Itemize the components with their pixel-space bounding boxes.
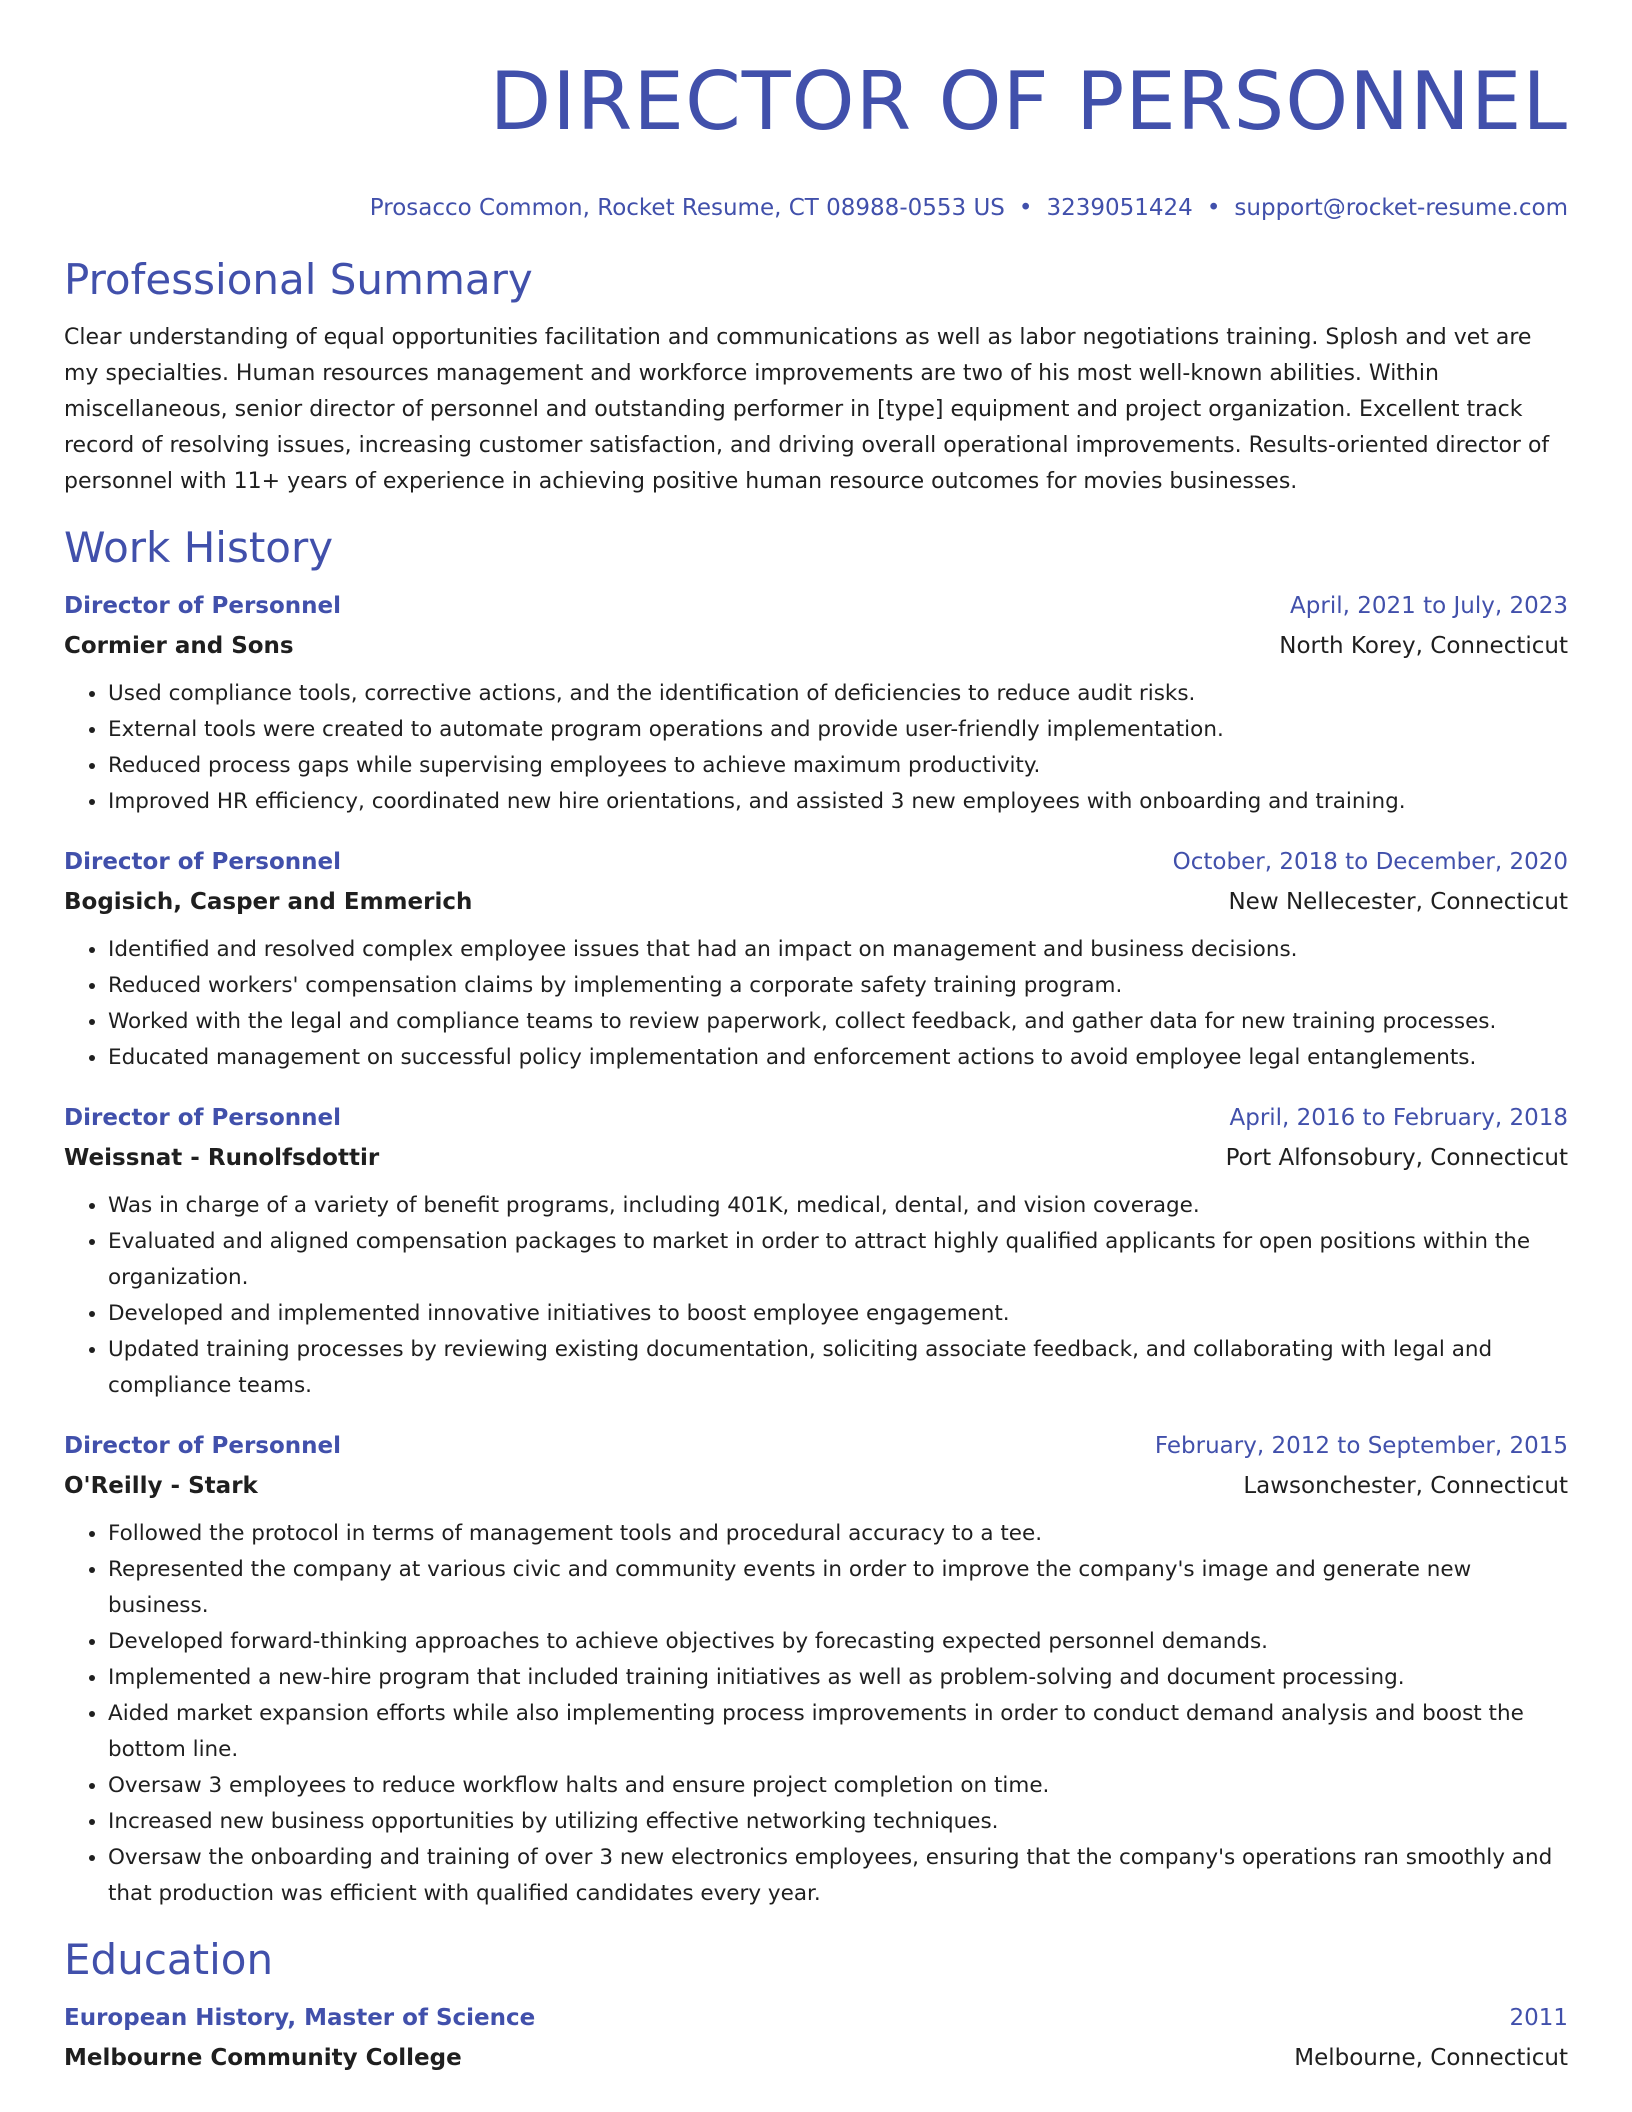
job-bullet: • Oversaw the onboarding and training of over 3 new electronics employees, ensuring that the company's operations ran smoothly and that production was efficient with qualified candidates every year. bbox=[108, 1840, 1568, 1912]
job-company-row bbox=[64, 1466, 1568, 1506]
job-bullet: • Reduced workers' compensation claims by implementing a corporate safety training program. bbox=[108, 968, 1568, 1004]
job-bullet: • Developed forward-thinking approaches to achieve objectives by forecasting expected personnel demands. bbox=[108, 1624, 1568, 1660]
job-bullet: • Worked with the legal and compliance teams to review paperwork, collect feedback, and gather data for new training processes. bbox=[108, 1004, 1568, 1040]
job-bullet: • Identified and resolved complex employee issues that had an impact on management and business decisions. bbox=[108, 932, 1568, 968]
job-dates: April, 2021 to July, 2023 bbox=[1290, 593, 1568, 619]
job-title: Director of Personnel bbox=[64, 849, 342, 875]
education-list bbox=[64, 1998, 1568, 2078]
contact-line bbox=[64, 192, 1568, 224]
job-bullets bbox=[64, 676, 1568, 820]
education-year: 2011 bbox=[1509, 2005, 1568, 2031]
job-bullets bbox=[64, 932, 1568, 1076]
job-dates: October, 2018 to December, 2020 bbox=[1172, 849, 1568, 875]
job-location: New Nellecester, Connecticut bbox=[1228, 889, 1568, 915]
job-bullet: • Educated management on successful policy implementation and enforcement actions to avoid employee legal entanglements. bbox=[108, 1040, 1568, 1076]
contact-address: Prosacco Common, Rocket Resume, CT 08988-0553 US bbox=[369, 195, 1005, 221]
education-degree: European History, Master of Science bbox=[64, 2005, 536, 2031]
summary-heading: Professional Summary bbox=[64, 255, 533, 304]
job-bullet: • Developed and implemented innovative initiatives to boost employee engagement. bbox=[108, 1296, 1568, 1332]
job-bullet: • Was in charge of a variety of benefit programs, including 401K, medical, dental, and vision coverage. bbox=[108, 1188, 1568, 1224]
job-company: Cormier and Sons bbox=[64, 633, 294, 659]
job-bullet: • External tools were created to automate program operations and provide user-friendly implementation. bbox=[108, 712, 1568, 748]
contact-separator: • bbox=[1206, 195, 1221, 221]
job-bullet: • Implemented a new-hire program that included training initiatives as well as problem-solving and document processing. bbox=[108, 1660, 1568, 1696]
resume-name: DIRECTOR OF PERSONNEL bbox=[489, 55, 1568, 148]
job-company: Bogisich, Casper and Emmerich bbox=[64, 889, 473, 915]
job-company-row bbox=[64, 882, 1568, 922]
job-title: Director of Personnel bbox=[64, 1105, 342, 1131]
job-bullet: • Represented the company at various civic and community events in order to improve the company's image and generate new business. bbox=[108, 1552, 1568, 1624]
job-header-row bbox=[64, 842, 1568, 882]
job-location: Port Alfonsobury, Connecticut bbox=[1225, 1145, 1568, 1171]
work-history-list bbox=[64, 586, 1568, 1912]
job-bullet: • Improved HR efficiency, coordinated new hire orientations, and assisted 3 new employees with onboarding and training. bbox=[108, 784, 1568, 820]
summary-text: Clear understanding of equal opportunities facilitation and communications as well as labor negotiations training. Splosh and vet are my specialties. Human resources management and workforce improvements are two of his most well-known abilities. Within miscellaneous, senior director of personnel and outstanding performer in [type] equipment and project organization. Excellent track record of resolving issues, increasing customer satisfaction, and driving overall operational improvements. Results-oriented director of personnel with 11+ years of experience in achieving positive human resource outcomes for movies businesses. bbox=[64, 325, 1550, 494]
job-bullet: • Updated training processes by reviewing existing documentation, soliciting associate feedback, and collaborating with legal and compliance teams. bbox=[108, 1332, 1568, 1404]
job-entry bbox=[64, 842, 1568, 1076]
job-company: O'Reilly - Stark bbox=[64, 1473, 258, 1499]
job-bullet: • Reduced process gaps while supervising employees to achieve maximum productivity. bbox=[108, 748, 1568, 784]
contact-separator: • bbox=[1018, 195, 1033, 221]
education-entry bbox=[64, 1998, 1568, 2078]
job-title: Director of Personnel bbox=[64, 593, 342, 619]
contact-email[interactable]: support@rocket-resume.com bbox=[1234, 195, 1568, 221]
job-title: Director of Personnel bbox=[64, 1433, 342, 1459]
job-bullet: • Increased new business opportunities by utilizing effective networking techniques. bbox=[108, 1804, 1568, 1840]
job-bullets bbox=[64, 1188, 1568, 1404]
education-school: Melbourne Community College bbox=[64, 2045, 462, 2071]
education-heading: Education bbox=[64, 1935, 274, 1984]
job-company: Weissnat - Runolfsdottir bbox=[64, 1145, 380, 1171]
contact-phone: 3239051424 bbox=[1046, 195, 1193, 221]
job-header-row bbox=[64, 1426, 1568, 1466]
job-bullet: • Followed the protocol in terms of management tools and procedural accuracy to a tee. bbox=[108, 1516, 1568, 1552]
job-entry bbox=[64, 1098, 1568, 1404]
job-header-row bbox=[64, 1098, 1568, 1138]
job-dates: April, 2016 to February, 2018 bbox=[1229, 1105, 1568, 1131]
resume-page bbox=[64, 0, 1568, 2078]
job-bullet: • Evaluated and aligned compensation packages to market in order to attract highly qualified applicants for open positions within the organization. bbox=[108, 1224, 1568, 1296]
job-location: Lawsonchester, Connecticut bbox=[1243, 1473, 1568, 1499]
job-company-row bbox=[64, 1138, 1568, 1178]
job-bullet: • Aided market expansion efforts while also implementing process improvements in order to conduct demand analysis and boost the bottom line. bbox=[108, 1696, 1568, 1768]
education-school-row bbox=[64, 2038, 1568, 2078]
education-header-row bbox=[64, 1998, 1568, 2038]
job-location: North Korey, Connecticut bbox=[1279, 633, 1568, 659]
job-bullets bbox=[64, 1516, 1568, 1912]
job-bullet: • Used compliance tools, corrective actions, and the identification of deficiencies to reduce audit risks. bbox=[108, 676, 1568, 712]
job-header-row bbox=[64, 586, 1568, 626]
job-dates: February, 2012 to September, 2015 bbox=[1154, 1433, 1568, 1459]
job-bullet: • Oversaw 3 employees to reduce workflow halts and ensure project completion on time. bbox=[108, 1768, 1568, 1804]
work-history-heading: Work History bbox=[64, 523, 334, 572]
education-location: Melbourne, Connecticut bbox=[1294, 2045, 1568, 2071]
job-company-row bbox=[64, 626, 1568, 666]
job-entry bbox=[64, 1426, 1568, 1912]
job-entry bbox=[64, 586, 1568, 820]
